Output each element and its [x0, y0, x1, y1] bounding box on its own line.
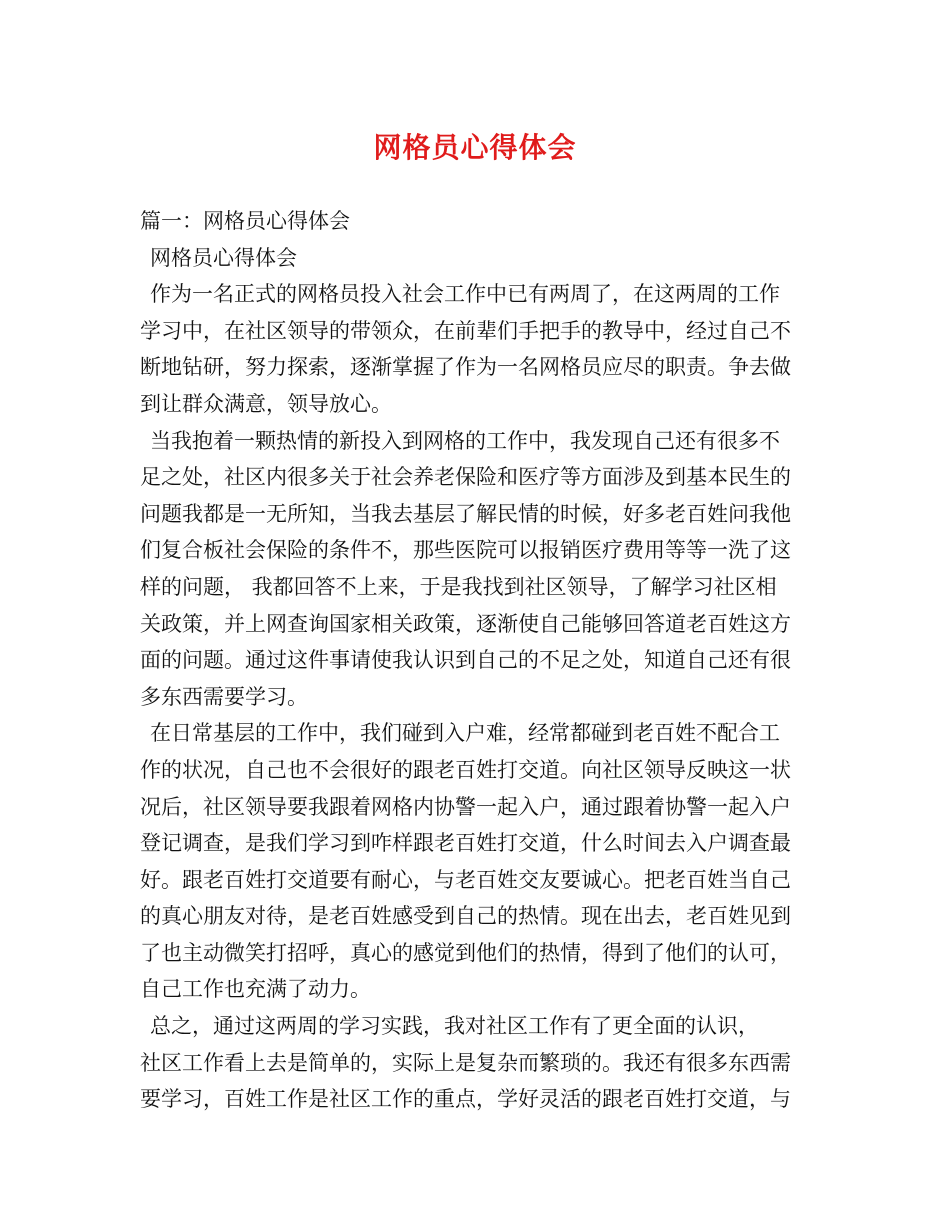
document-body	[140, 203, 820, 1118]
body-line: 要学习，百姓工作是社区工作的重点，学好灵活的跟老百姓打交道，与	[140, 1087, 791, 1112]
body-line: 了也主动微笑打招呼，真心的感觉到他们的热情，得到了他们的认可，	[140, 940, 791, 965]
document-title: 网格员心得体会	[373, 131, 577, 164]
body-line: 作为一名正式的网格员投入社会工作中已有两周了，在这两周的工作	[150, 282, 780, 307]
body-line: 社区工作看上去是简单的，实际上是复杂而繁琐的。我还有很多东西需	[140, 1050, 791, 1075]
body-line: 足之处，社区内很多关于社会养老保险和医疗等方面涉及到基本民生的	[140, 465, 791, 490]
body-line: 篇一：网格员心得体会	[140, 209, 350, 233]
body-line: 总之，通过这两周的学习实践，我对社区工作有了更全面的认识，	[150, 1014, 759, 1039]
body-line: 登记调查，是我们学习到咋样跟老百姓打交道，什么时间去入户调查最	[140, 831, 791, 856]
body-line: 自己工作也充满了动力。	[140, 977, 371, 1002]
body-line: 况后，社区领导要我跟着网格内协警一起入户，通过跟着协警一起入户	[140, 794, 791, 819]
body-line: 网格员心得体会	[150, 245, 297, 270]
body-line: 好。跟老百姓打交道要有耐心，与老百姓交友要诚心。把老百姓当自己	[140, 867, 791, 892]
body-line: 断地钻研，努力探索，逐渐掌握了作为一名网格员应尽的职责。争去做	[140, 355, 791, 380]
body-line: 学习中，在社区领导的带领众，在前辈们手把手的教导中，经过自己不	[140, 318, 791, 343]
body-line: 作的状况，自己也不会很好的跟老百姓打交道。向社区领导反映这一状	[140, 757, 791, 782]
body-line: 到让群众满意，领导放心。	[140, 391, 392, 416]
body-line: 们复合板社会保险的条件不，那些医院可以报销医疗费用等等一洗了这	[140, 538, 791, 563]
body-line: 样的问题， 我都回答不上来，于是我找到社区领导，了解学习社区相	[140, 574, 777, 599]
body-line: 的真心朋友对待，是老百姓感受到自己的热情。现在出去，老百姓见到	[140, 904, 791, 929]
body-line: 关政策，并上网查询国家相关政策，逐渐使自己能够回答道老百姓这方	[140, 611, 791, 636]
body-line: 面的问题。通过这件事请使我认识到自己的不足之处，知道自己还有很	[140, 648, 791, 673]
body-line: 在日常基层的工作中，我们碰到入户难，经常都碰到老百姓不配合工	[150, 721, 780, 746]
body-line: 当我抱着一颗热情的新投入到网格的工作中，我发现自己还有很多不	[150, 428, 780, 453]
body-line: 问题我都是一无所知，当我去基层了解民情的时候，好多老百姓问我他	[140, 501, 791, 526]
body-line: 多东西需要学习。	[140, 684, 308, 709]
